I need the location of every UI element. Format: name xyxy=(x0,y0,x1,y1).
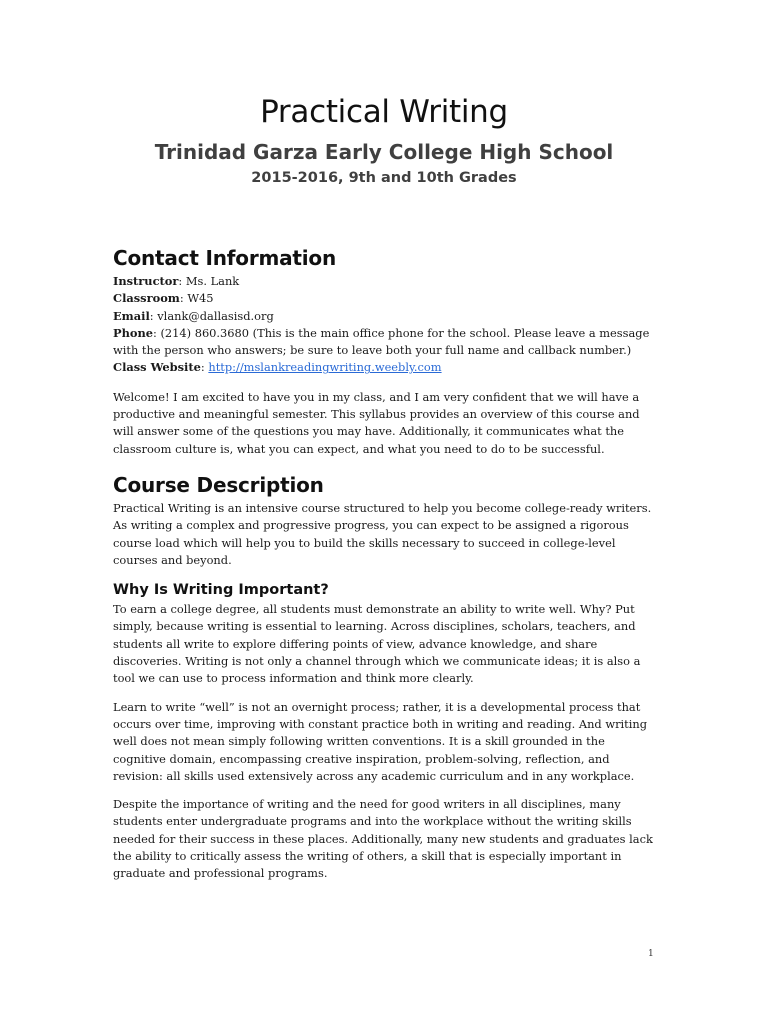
document-body xyxy=(113,246,658,883)
email-value: : vlank@dallasisd.org xyxy=(149,308,274,323)
website-line xyxy=(113,359,658,376)
contact-list xyxy=(113,273,658,377)
course-description-section xyxy=(113,473,658,569)
classroom-label: Classroom xyxy=(113,291,180,306)
instructor-line xyxy=(113,273,658,290)
course-description-heading: Course Description xyxy=(113,472,324,497)
page-number: 1 xyxy=(648,949,654,959)
document-title: Practical Writing xyxy=(260,94,508,130)
contact-heading: Contact Information xyxy=(113,246,337,270)
classroom-line xyxy=(113,290,658,307)
welcome-paragraph: Welcome! I am excited to have you in my class, and I am very confident that we will have a productive and meaningful semester. This syllabus provides an overview of this course and will answer some of the questions you may have. Additionally, it communicates what the classroom culture is, what you can expect, and what you need to do to be successful. xyxy=(113,389,640,456)
why-writing-paragraph-1: To earn a college degree, all students must demonstrate an ability to write well. Why? Put simply, because writing is essential to learning. Across disciplines, scholars, teachers, and students all write to explore differing points of view, advance knowledge, and share discoveries. Writing is not only a channel through which we communicate ideas; it is also a tool we can use to process information and think more clearly. xyxy=(113,602,641,686)
why-writing-section xyxy=(113,582,658,882)
email-line xyxy=(113,308,658,325)
phone-value: : (214) 860.3680 (This is the main office phone for the school. Please leave a message with the person who answers; be sure to leave both your full name and callback number.) xyxy=(113,325,650,358)
course-description-paragraph: Practical Writing is an intensive course structured to help you become college-ready writers. As writing a complex and progressive progress, you can expect to be assigned a rigorous course load which will help you to build the skills necessary to succeed in college-level courses and beyond. xyxy=(113,500,652,567)
phone-label: Phone xyxy=(113,325,153,340)
why-writing-heading: Why Is Writing Important? xyxy=(113,582,329,599)
school-name: Trinidad Garza Early College High School xyxy=(154,140,614,164)
why-writing-paragraph-2: Learn to write “well” is not an overnight process; rather, it is a developmental process that occurs over time, improving with constant practice both in writing and reading. And writing well does not mean simply following written conventions. It is a skill grounded in the cognitive domain, encompassing creative inspiration, problem-solving, reflection, and revision: all skills used extensively across any academic curriculum and in any workplace. xyxy=(113,699,648,783)
why-writing-paragraph-3: Despite the importance of writing and the need for good writers in all disciplines, many students enter undergraduate programs and into the workplace without the writing skills needed for their success in these places. Additionally, many new students and graduates lack the ability to critically assess the writing of others, a skill that is especially important in graduate and professional programs. xyxy=(113,797,653,881)
instructor-value: : Ms. Lank xyxy=(178,274,240,288)
classroom-value: : W45 xyxy=(179,291,214,306)
email-label: Email xyxy=(113,308,150,323)
class-website-link[interactable]: http://mslankreadingwriting.weebly.com xyxy=(208,360,442,375)
phone-line xyxy=(113,325,658,360)
website-separator: : xyxy=(200,360,209,375)
contact-section xyxy=(113,246,658,458)
school-year-grades: 2015-2016, 9th and 10th Grades xyxy=(251,170,517,186)
instructor-label: Instructor xyxy=(113,274,179,288)
website-label: Class Website xyxy=(113,360,201,375)
